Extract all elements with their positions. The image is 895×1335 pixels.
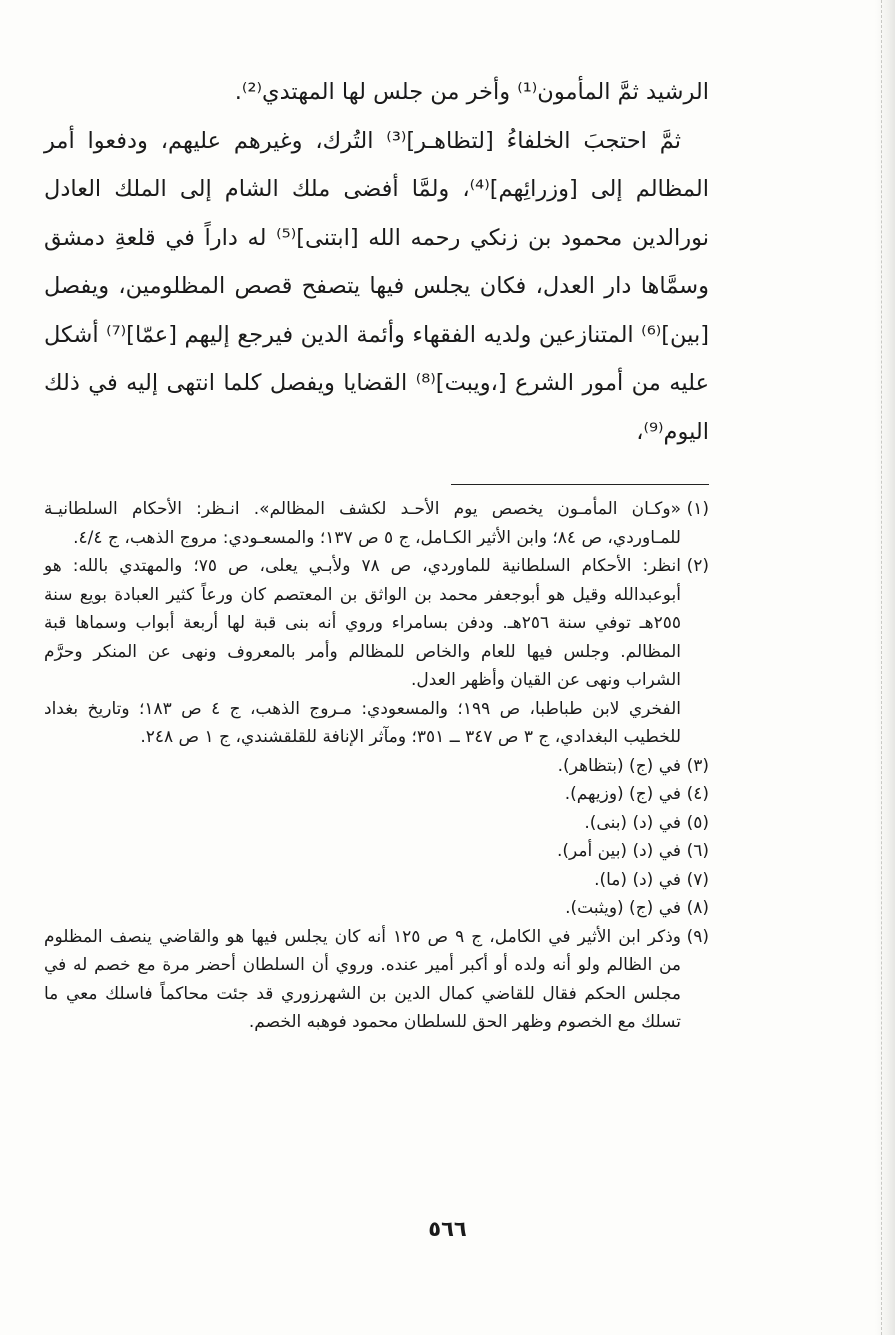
footnote-text: في (ج) (وزيهم).	[564, 784, 681, 804]
footnote-number: (٤)	[686, 784, 709, 804]
footnote-separator	[451, 484, 709, 485]
footnote-text: في (ج) (بتظاهر).	[557, 755, 681, 776]
footnote	[44, 894, 709, 923]
footnote-text: في (د) (ما).	[594, 869, 681, 890]
footnote	[44, 495, 709, 552]
footnote-number: (٦)	[686, 841, 709, 861]
footnote-text: في (د) (بين أمر).	[556, 841, 681, 861]
body-paragraph: الرشيد ثمَّ المأمون⁽¹⁾ وأخر من جلس لها المهتدي⁽²⁾.	[234, 79, 709, 105]
footnote-number: (٩)	[686, 926, 709, 947]
footnote-text: الفخري لابن طباطبا، ص ١٩٩؛ والمسعودي: مـروج الذهب، ج ٤ ص ١٨٣؛ وتاريخ بغداد للخطيب البغدادي، ج ٣ ص ٣٤٧ ــ ٣٥١؛ ومآثر الإنافة للقلقشندي، ج ١ ص ٢٤٨.	[44, 698, 681, 747]
footnote-text: في (د) (بنى).	[584, 812, 681, 833]
page-number: ٥٦٦	[428, 1217, 467, 1241]
page-content	[44, 68, 709, 1037]
footnote	[44, 552, 709, 752]
footnote	[44, 780, 709, 809]
footnote-number: (٣)	[686, 755, 709, 776]
footnote-text: «وكـان المأمـون يخصص يوم الأحـد لكشف المظالم». انـظر: الأحكام السلطانيـة للمـاوردي، ص ٨٤؛ وابن الأثير الكـامل، ج ٥ ص ١٣٧؛ والمسعـودي: مروج الذهب، ج ٤/٤.	[44, 499, 681, 548]
footnote-number: (٨)	[686, 898, 709, 918]
footnotes	[44, 495, 709, 1037]
binding-shadow	[875, 0, 895, 1335]
footnote	[44, 866, 709, 895]
footnote-number: (٥)	[686, 812, 709, 833]
footnote	[44, 923, 709, 1037]
footnote	[44, 752, 709, 781]
footnote-number: (١)	[686, 499, 709, 519]
footnote-text: وذكر ابن الأثير في الكامل، ج ٩ ص ١٢٥ أنه كان يجلس فيها هو والقاضي ينصف المظلوم من الظالم ولو أنه ولده أو أكبر أمير عنده. وروي أن السلطان أحضر مرة مع خصم له في مجلس الحكم فقال للقاضي كمال الدين بن الشهرزوري قد جئت محاكماً فاسلك معي ما تسلك مع الخصوم وظهر الحق للسلطان محمود فوهبه الخصم.	[44, 926, 681, 1032]
body-paragraph: ثمَّ احتجبَ الخلفاءُ [لتظاهـر]⁽³⁾ التُرك، وغيرهم عليهم، ودفعوا أمر المظالم إلى [وزرائِهم]⁽⁴⁾، ولمَّا أفضى ملك الشام إلى الملك العادل نورالدين محمود بن زنكي رحمه الله [ابتنى]⁽⁵⁾ له داراً في قلعةِ دمشق وسمَّاها دار العدل، فكان يجلس فيها يتصفح قصص المظلومين، ويفصل [بين]⁽⁶⁾ المتنازعين ولديه الفقهاء وأئمة الدين فيرجع إليهم [عمّا]⁽⁷⁾ أشكل عليه من أمور الشرع [،ويبت]⁽⁸⁾ القضايا ويفصل كلما انتهى إليه في ذلك اليوم⁽⁹⁾،	[44, 127, 710, 445]
footnote-number: (٧)	[686, 869, 709, 890]
footnote-number: (٢)	[686, 556, 709, 576]
footnote-text: انظر: الأحكام السلطانية للماوردي، ص ٧٨ ولأبـي يعلى، ص ٧٥؛ والمهتدي بالله: هو أبوعبدالله وقيل هو أبوجعفر محمد بن الواثق بن المعتصم كان ورعاً كثير العبادة بويع سنة ٢٥٥هـ توفي سنة ٢٥٦هـ. ودفن بسامراء وروي أنه بنى قبة لها أربعة أبواب وسماها قبة المظالم. وجلس فيها للعام والخاص للمظالم وأمر بالمعروف ونهى عن المنكر وحرَّم الشراب ونهى عن القيان وأظهر العدل.	[44, 556, 682, 690]
footnote	[44, 837, 709, 866]
footnote-text: في (ج) (ويثبت).	[565, 898, 681, 918]
body-text	[44, 68, 709, 456]
binding-edge	[880, 0, 882, 1335]
footnote	[44, 809, 709, 838]
